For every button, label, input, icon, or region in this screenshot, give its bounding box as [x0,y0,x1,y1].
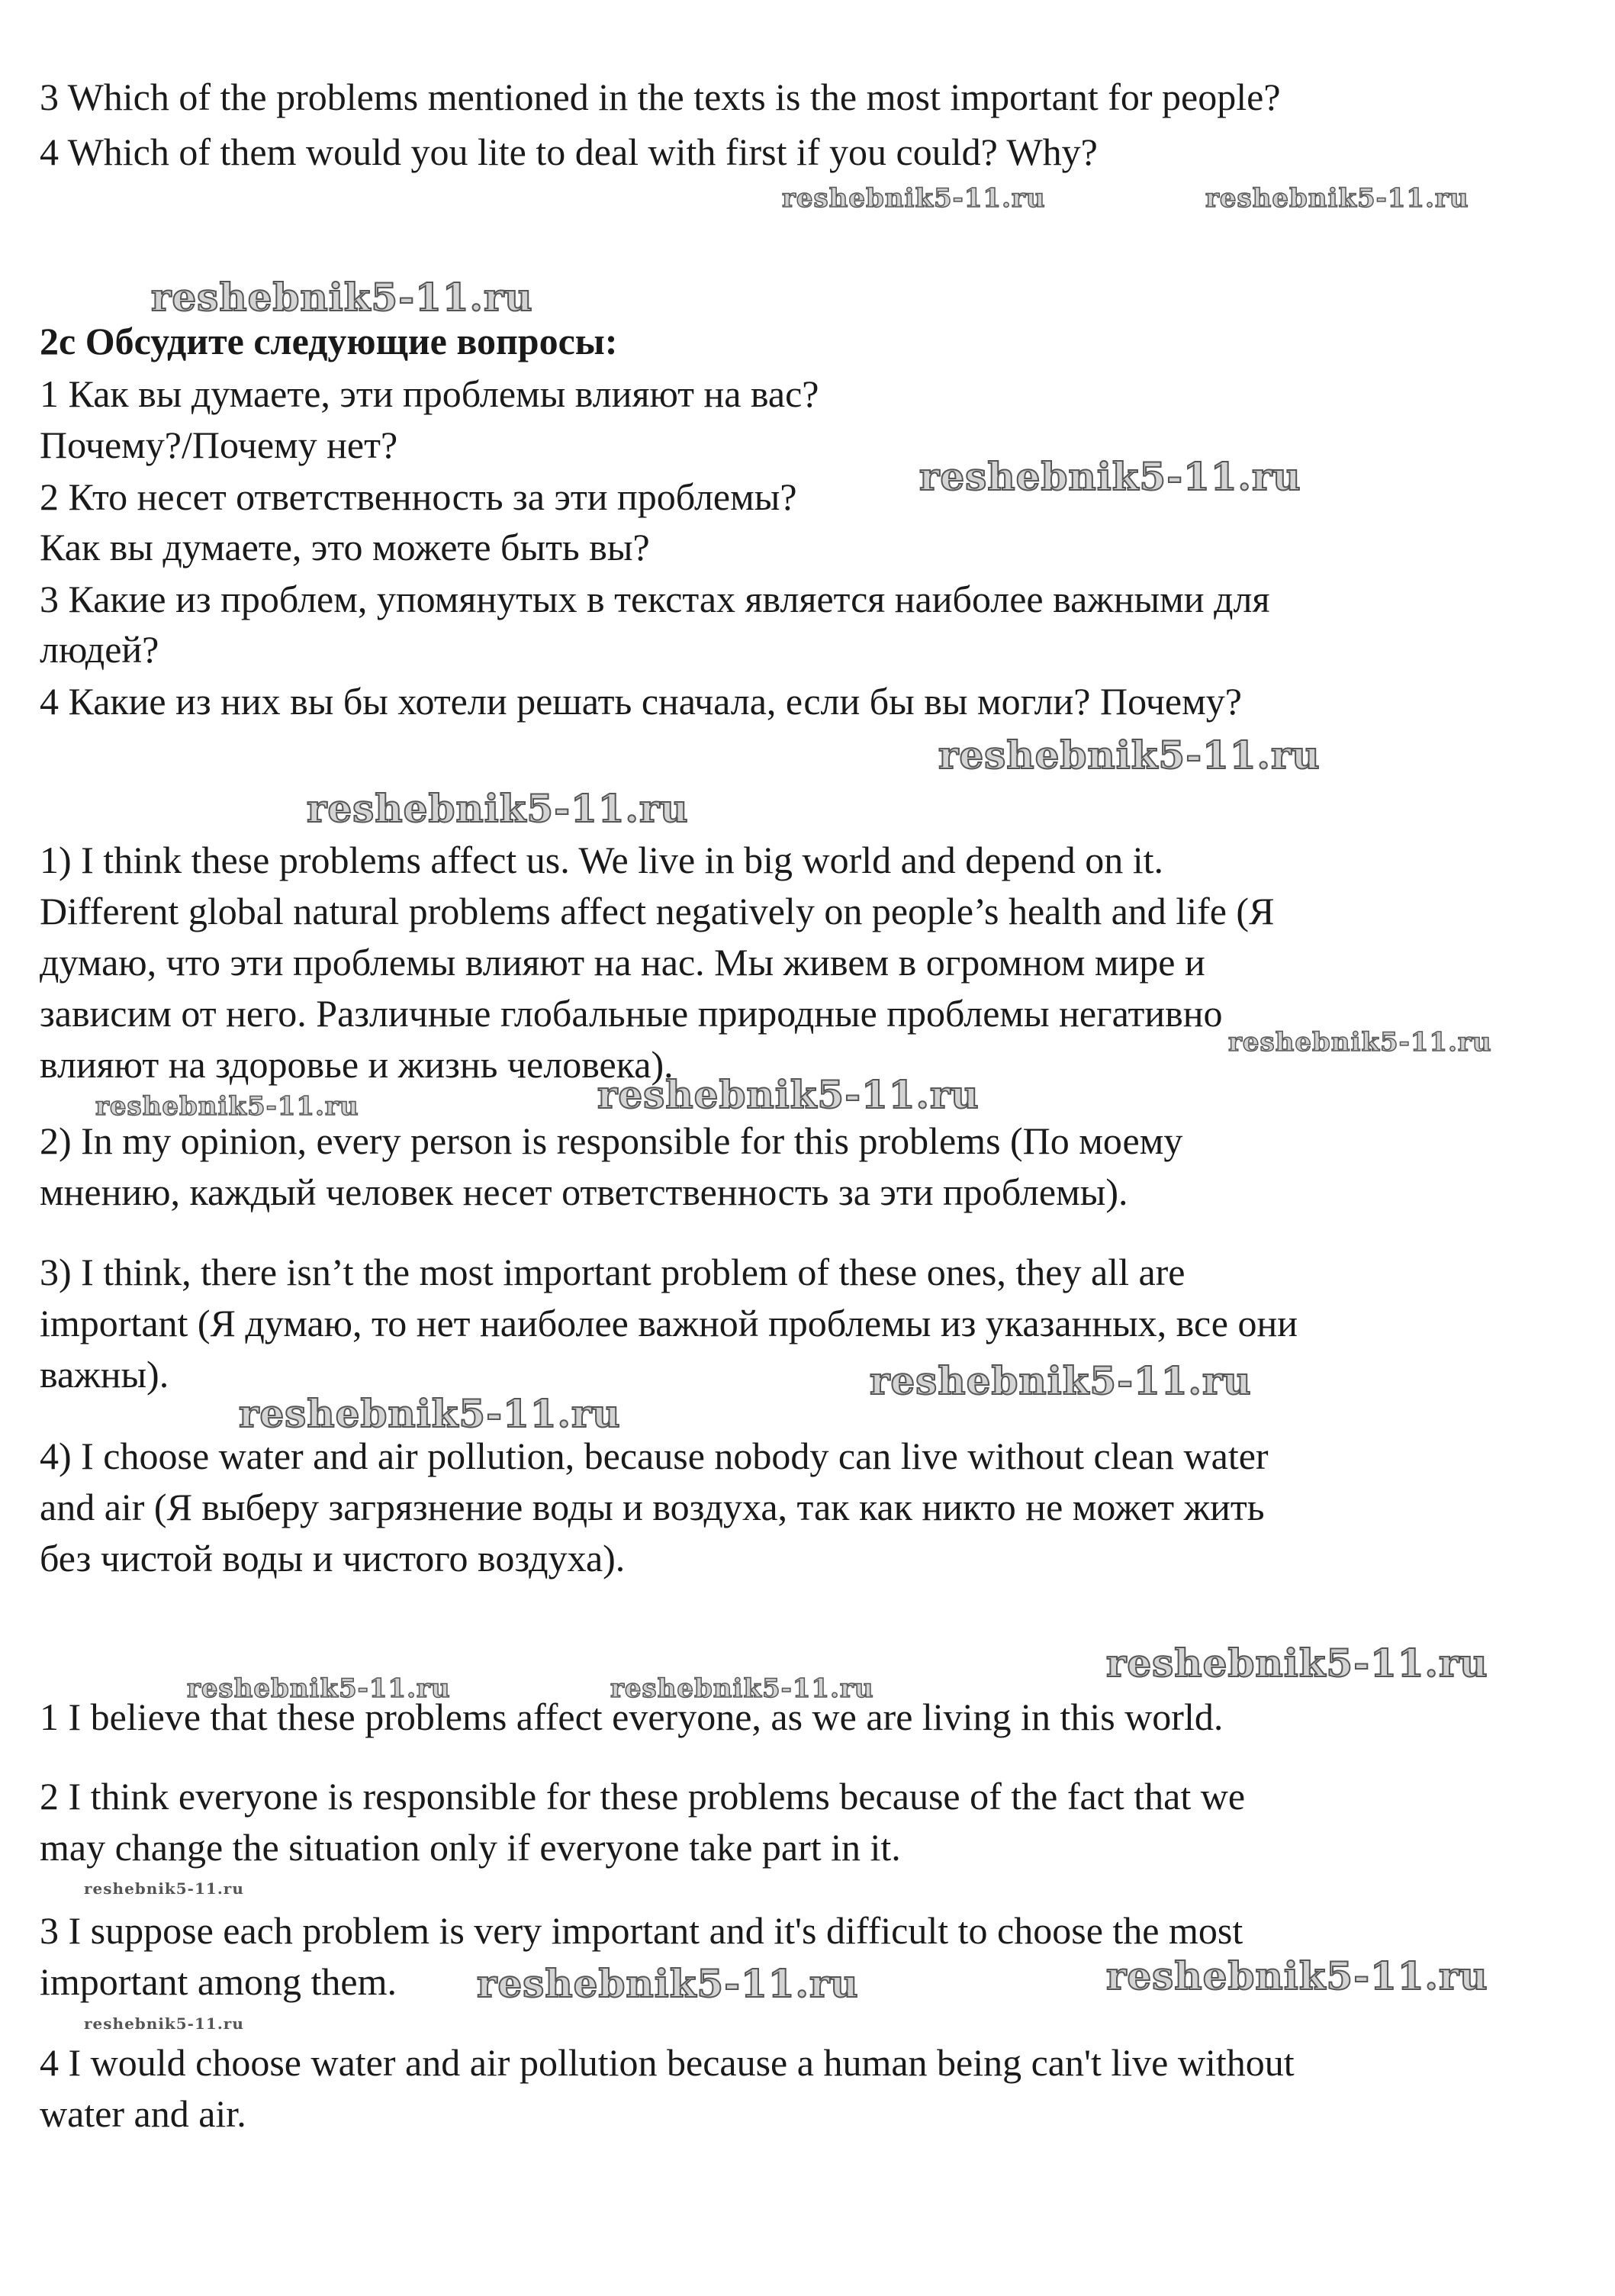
answer-a-line: без чистой воды и чистого воздуха). [40,1537,626,1580]
answer-a-line: 1) I think these problems affect us. We live in big world and depend on it. [40,839,1163,881]
watermark: reshebnik5-11.ru [1106,1953,1488,1998]
answer-a-line: 3) I think, there isn’t the most important problem of these ones, they all are [40,1251,1186,1293]
watermark: reshebnik5-11.ru [151,275,533,320]
answer-a-line: and air (Я выберу загрязнение воды и воздуха, так как никто не может жить [40,1486,1265,1528]
question-ru-line: Почему?/Почему нет? [40,423,398,466]
answer-a-line: мнению, каждый человек несет ответственность за эти проблемы). [40,1171,1128,1213]
question-ru-line: людей? [40,628,159,671]
answer-b-line: 2 I think everyone is responsible for these problems because of the fact that we [40,1775,1246,1818]
watermark: reshebnik5-11.ru [95,1091,359,1122]
watermark: reshebnik5-11.ru [870,1358,1252,1403]
watermark: reshebnik5-11.ru [610,1673,874,1704]
watermark: reshebnik5-11.ru [307,786,689,831]
watermark: reshebnik5-11.ru [782,183,1046,214]
answer-b-line: 4 I would choose water and air pollution because a human being can't live without [40,2041,1295,2084]
watermark: reshebnik5-11.ru [919,454,1301,499]
watermark: reshebnik5-11.ru [239,1391,621,1436]
answer-b-line: important among them. [40,1960,397,2003]
watermark: reshebnik5-11.ru [1228,1027,1492,1058]
answer-a-line: думаю, что эти проблемы влияют на нас. Мы живем в огромном мире и [40,941,1205,984]
question-ru-line: 4 Какие из них вы бы хотели решать сначала, если бы вы могли? Почему? [40,680,1242,723]
answer-a-line: важны). [40,1353,169,1396]
question-ru-line: Как вы думаете, это можете быть вы? [40,526,650,568]
answer-a-line: влияют на здоровье и жизнь человека). [40,1043,674,1086]
question-ru-line: 2 Кто несет ответственность за эти проблемы? [40,475,797,518]
answer-b-line: water and air. [40,2092,246,2135]
answer-a-line: зависим от него. Различные глобальные природные проблемы негативно [40,992,1223,1035]
answer-b-line: may change the situation only if everyone take part in it. [40,1826,901,1869]
question-ru-line: 1 Как вы думаете, эти проблемы влияют на вас? [40,372,819,415]
answer-a-line: 4) I choose water and air pollution, because nobody can live without clean water [40,1435,1269,1477]
question-en-4: 4 Which of them would you lite to deal with first if you could? Why? [40,130,1098,173]
watermark: reshebnik5-11.ru [477,1961,859,2006]
watermark: reshebnik5-11.ru [84,1879,244,1898]
watermark: reshebnik5-11.ru [84,2014,244,2033]
watermark: reshebnik5-11.ru [1106,1641,1488,1686]
watermark: reshebnik5-11.ru [597,1072,980,1117]
answer-a-line: important (Я думаю, то нет наиболее важной проблемы из указанных, все они [40,1302,1298,1344]
watermark: reshebnik5-11.ru [938,733,1321,778]
section-heading: 2с Обсудите следующие вопросы: [40,320,618,362]
answer-b-line: 1 I believe that these problems affect everyone, as we are living in this world. [40,1695,1224,1738]
watermark: reshebnik5-11.ru [187,1673,451,1704]
answer-a-line: 2) In my opinion, every person is responsible for this problems (По моему [40,1119,1183,1162]
answer-b-line: 3 I suppose each problem is very important and it's difficult to choose the most [40,1909,1243,1952]
answer-a-line: Different global natural problems affect negatively on people’s health and life (Я [40,890,1275,932]
watermark: reshebnik5-11.ru [1205,183,1469,214]
question-ru-line: 3 Какие из проблем, упомянутых в текстах является наиболее важными для [40,578,1270,620]
question-en-3: 3 Which of the problems mentioned in the texts is the most important for people? [40,76,1281,118]
